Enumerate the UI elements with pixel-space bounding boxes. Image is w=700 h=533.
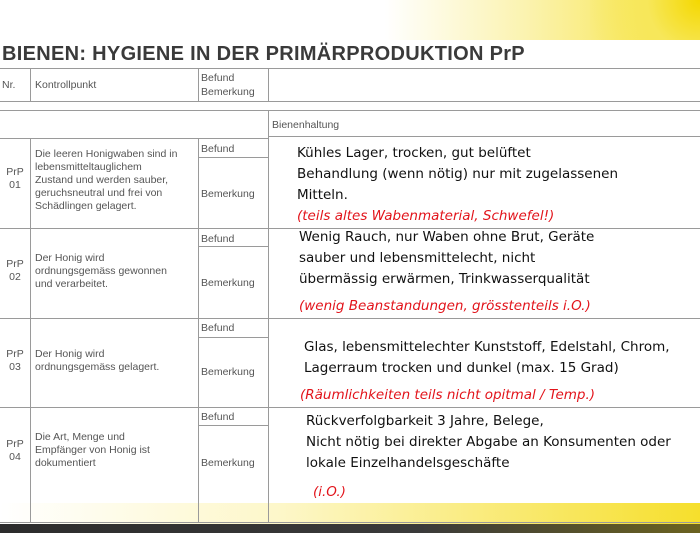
page-title: BIENEN: HYGIENE IN DER PRIMÄRPRODUKTION PrP xyxy=(2,43,525,65)
rule xyxy=(0,522,700,523)
rule xyxy=(30,138,31,523)
remark-note: (Räumlichkeiten teils nicht opitmal / Temp.) xyxy=(300,387,596,403)
befund-label: Befund xyxy=(201,322,235,334)
bottom-band xyxy=(0,524,700,533)
section-title: Bienenhaltung xyxy=(272,119,340,131)
befund-note: Rückverfolgbarkeit 3 Jahre, Belege, Nicht nötig bei direkter Abgabe an Konsumenten oder lokale Einzelhandelsgeschäfte xyxy=(306,413,671,471)
rule xyxy=(0,101,700,102)
remark-note: (wenig Beanstandungen, grösstenteils i.O.) xyxy=(299,298,591,314)
remark-note: (teils altes Wabenmaterial, Schwefel!) xyxy=(297,208,555,224)
rule xyxy=(0,407,700,408)
rule xyxy=(30,68,31,101)
befund-note: Wenig Rauch, nur Waben ohne Brut, Geräte sauber und lebensmittelecht, nicht übermässig erwärmen, Trinkwasserqualität xyxy=(299,229,595,287)
befund-note: Glas, lebensmittelechter Kunststoff, Edelstahl, Chrom, Lagerraum trocken und dunkel (max. 15 Grad) xyxy=(304,339,670,376)
kontrollpunkt-text: Der Honig wird ordnungsgemäss gewonnen und verarbeitet. xyxy=(35,252,167,290)
header-bemerkung: Bemerkung xyxy=(201,86,255,98)
row-number: PrP 04 xyxy=(6,438,24,463)
rule xyxy=(198,138,199,523)
remark-note: (i.O.) xyxy=(313,484,346,500)
kontrollpunkt-text: Der Honig wird ordnungsgemäss gelagert. xyxy=(35,348,160,373)
bemerkung-label: Bemerkung xyxy=(201,457,255,469)
rule xyxy=(198,337,268,338)
header-nr: Nr. xyxy=(2,79,16,91)
header-befund: Befund xyxy=(201,72,235,84)
row-number: PrP 01 xyxy=(6,166,24,191)
rule xyxy=(0,110,700,111)
rule xyxy=(198,157,268,158)
bemerkung-label: Bemerkung xyxy=(201,188,255,200)
befund-label: Befund xyxy=(201,233,235,245)
befund-label: Befund xyxy=(201,143,235,155)
befund-label: Befund xyxy=(201,411,235,423)
rule xyxy=(198,68,199,101)
befund-note: Kühles Lager, trocken, gut belüftet Behandlung (wenn nötig) nur mit zugelassenen Mitteln. xyxy=(297,145,619,203)
bemerkung-label: Bemerkung xyxy=(201,366,255,378)
row-number: PrP 02 xyxy=(6,258,24,283)
header-kontrollpunkt: Kontrollpunkt xyxy=(35,79,97,91)
kontrollpunkt-text: Die Art, Menge und Empfänger von Honig ist dokumentiert xyxy=(35,431,150,469)
row-number: PrP 03 xyxy=(6,348,24,373)
rule xyxy=(198,425,268,426)
rule xyxy=(268,136,700,137)
top-corner-decoration xyxy=(590,0,700,40)
rule xyxy=(0,138,268,139)
rule xyxy=(268,68,269,101)
rule xyxy=(0,68,700,69)
rule xyxy=(0,318,700,319)
rule xyxy=(198,246,268,247)
rule xyxy=(268,110,269,523)
kontrollpunkt-text: Die leeren Honigwaben sind in lebensmitteltauglichem Zustand und werden sauber, geruchsneutral und frei von Schädlingen gelagert. xyxy=(35,148,178,212)
bemerkung-label: Bemerkung xyxy=(201,277,255,289)
